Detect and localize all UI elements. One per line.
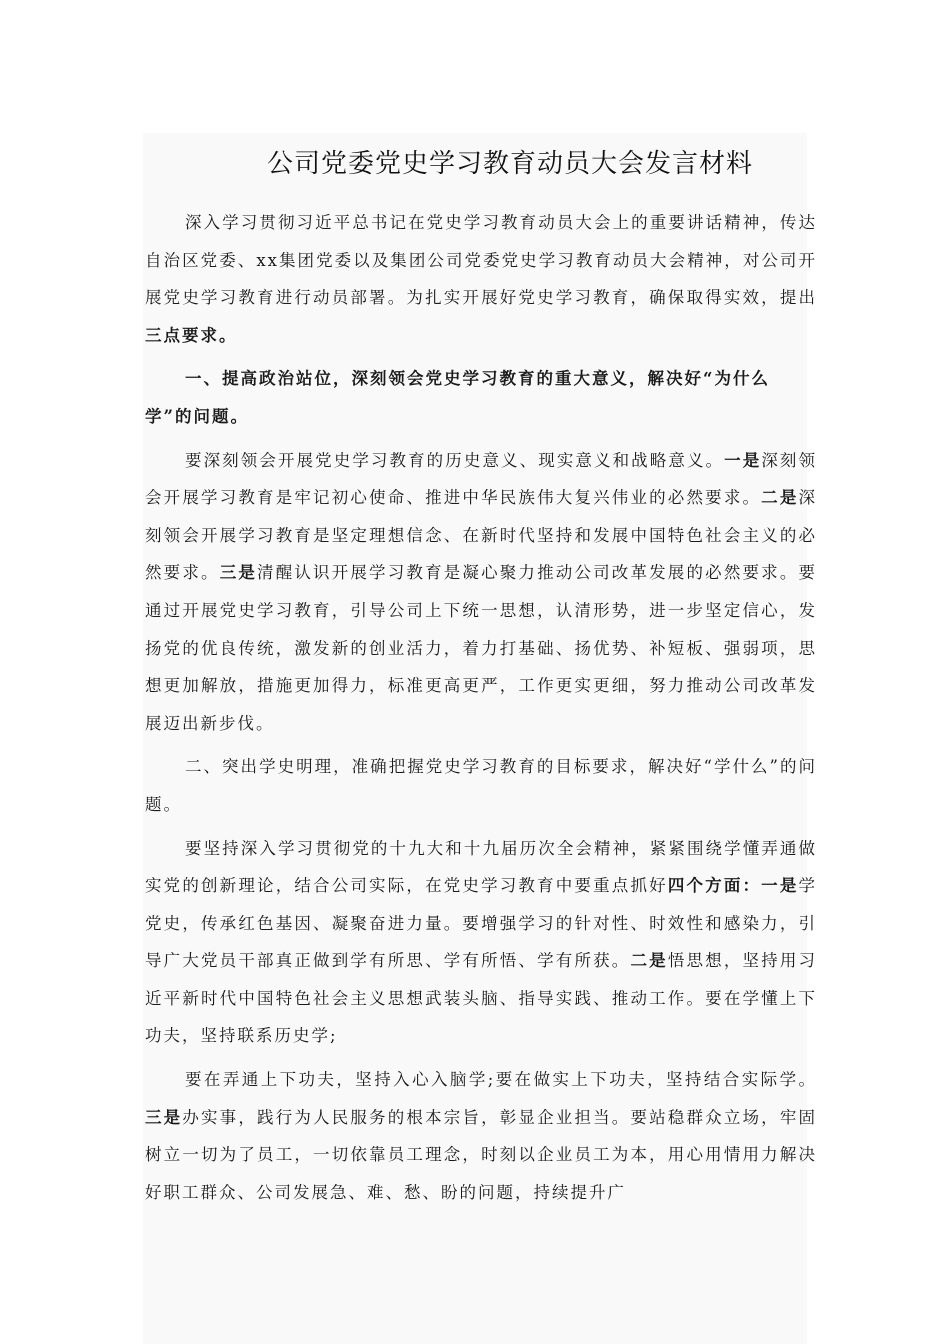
text-run: 深刻领会开展学习教育是牢记初心使命、推进中华民族伟大复兴伟业的必然要求。 [145, 450, 818, 508]
paragraph-section-1 [145, 442, 817, 743]
paragraph-section-2 [145, 830, 817, 1056]
bold-run: 三是 [219, 563, 258, 583]
section-heading-1: 一、提高政治站位，深刻领会党史学习教育的重大意义，解决好“为什么学”的问题。 [145, 369, 770, 426]
text-run: 办实事，践行为人民服务的根本宗旨，彰显企业担当。要站稳群众立场，牢固树立一切为了员工，一切依靠员工理念，时刻以企业员工为本，用心用情用力解决好职工群众、公司发展急、难、愁、盼的问题，持续提升广 [145, 1107, 818, 1202]
bold-run: 三是 [145, 1107, 183, 1127]
bold-run: 二是 [761, 488, 799, 508]
text-run: 要在弄通上下功夫，坚持入心入脑学;要在做实上下功夫，坚持结合实际学。 [185, 1070, 817, 1090]
text-run: 深刻领会开展学习教育是坚定理想信念、在新时代坚持和发展中国特色社会主义的必然要求。 [145, 488, 818, 583]
text-run: 要深刻领会开展党史学习教育的历史意义、现实意义和战略意义。 [185, 450, 725, 470]
text-run: 清醒认识开展学习教育是凝心聚力推动公司改革发展的必然要求。要通过开展党史学习教育，引导公司上下统一思想，认清形势，进一步坚定信心，发扬党的优良传统，激发新的创业活力，着力打基础、扬优势、补短板、强弱项，思想更加解放，措施更加得力，标准更高更严，工作更实更细，努力推动公司改革发展迈出新步伐。 [145, 563, 818, 733]
paragraph-intro-bold: 三点要求。 [145, 325, 238, 345]
bold-run: 二是 [630, 951, 668, 971]
section-heading-2: 二、突出学史明理，准确把握党史学习教育的目标要求，解决好“学什么”的问题。 [145, 757, 817, 814]
text-run: 学党史，传承红色基因、凝聚奋进力量。要增强学习的针对性、时效性和感染力，引导广大党员干部真正做到学有所思、学有所悟、学有所获。 [145, 876, 818, 971]
document-body [145, 204, 817, 1217]
paragraph-intro-text: 深入学习贯彻习近平总书记在党史学习教育动员大会上的重要讲话精神，传达自治区党委、xx集团党委以及集团公司党委党史学习教育动员大会精神，对公司开展党史学习教育进行动员部署。为扎实开展好党史学习教育，确保取得实效，提出 [145, 213, 817, 308]
bold-run: 四个方面：一是 [667, 876, 799, 896]
paragraph-section-2-cont [145, 1061, 817, 1211]
bold-run: 一是 [724, 450, 762, 470]
document-title: 公司党委党史学习教育动员大会发言材料 [266, 149, 753, 179]
paragraph-intro [145, 204, 817, 354]
text-run: 要坚持深入学习贯彻党的十九大和十九届历次全会精神，紧紧围绕学懂弄通做实党的创新理论，结合公司实际，在党史学习教育中要重点抓好 [145, 838, 817, 896]
text-run: 悟思想，坚持用习近平新时代中国特色社会主义思想武装头脑、指导实践、推动工作。要在学懂上下功夫，坚持联系历史学; [145, 951, 818, 1046]
